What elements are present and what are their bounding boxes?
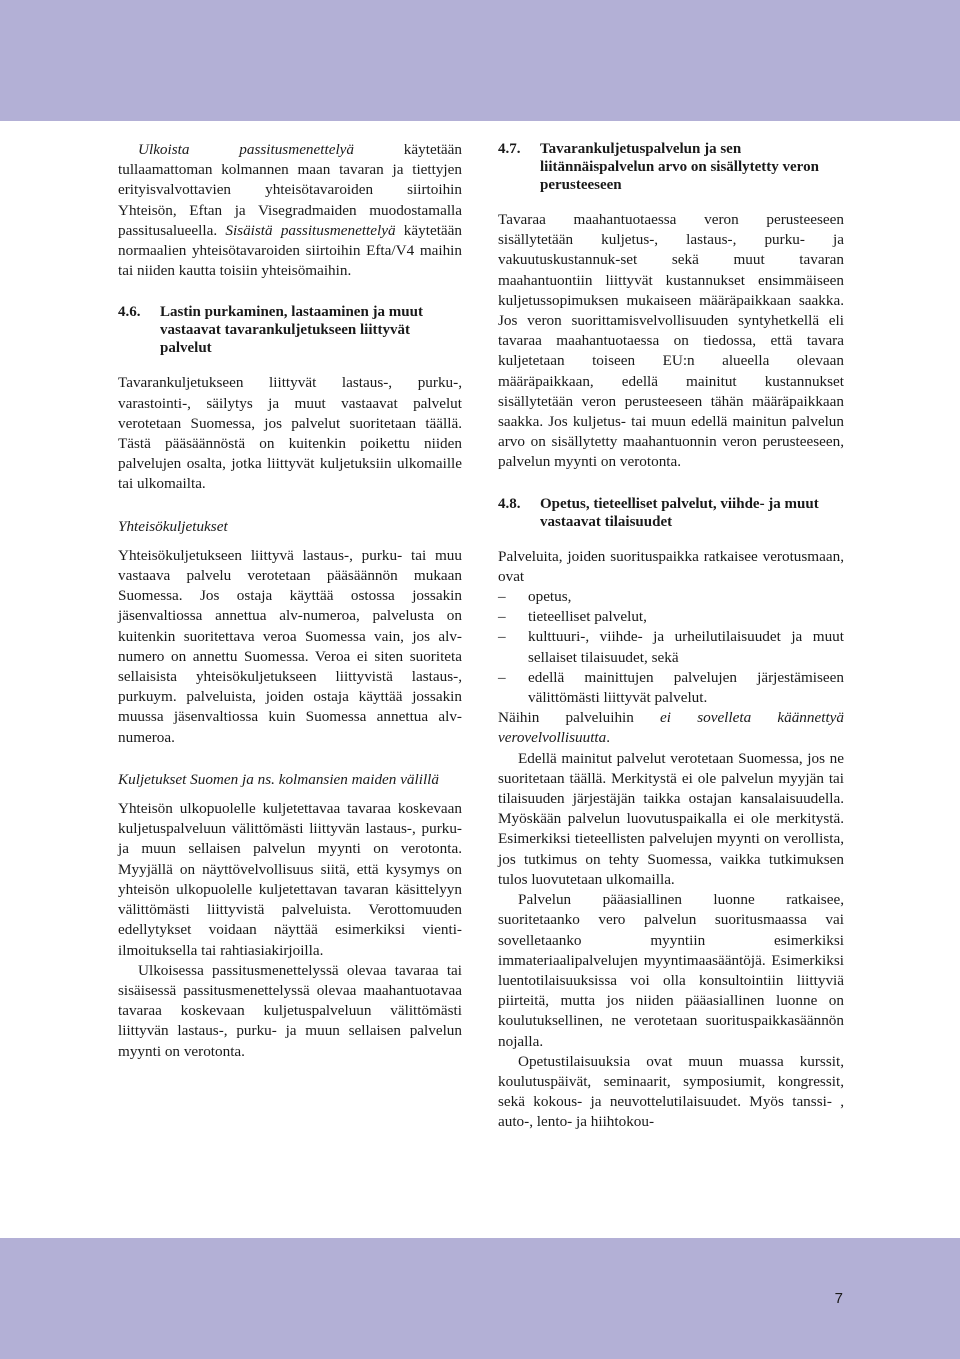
section-4-7-heading: 4.7. Tavarankuljetuspalvelun ja sen liitännäispalvelun arvo on sisällytetty veron perusteeseen xyxy=(498,141,819,193)
term-external-transit: Ulkoista passitusmenettelyä xyxy=(138,141,354,158)
section-4-6-paragraph: Tavarankuljetukseen liittyvät lastaus-, purku-, varastointi-, säilytys ja muut vastaavat palvelut verotetaan Suomessa, jos palvelut suoritetaan täällä. Tästä pääsäännöstä on kuitenkin poikettu niiden palvelujen osalta, jotka liittyvät kuljetuksiin ulkomaille tai ulkomailta. xyxy=(118,374,462,493)
third-country-paragraph-2: Ulkoisessa passitusmenettelyssä olevaa tavaraa tai sisäisessä passitusmenettelyssä olevaa maahantuotavaa tavaraa koskevaan kuljetuspalveluun välittömästi liittyvän lastaus-, purku- ja muun sellaisen palvelun myynti on verotonta. xyxy=(118,961,462,1060)
header-band xyxy=(0,0,960,121)
community-transport-paragraph: Yhteisökuljetukseen liittyvä lastaus-, purku- tai muu vastaava palvelu verotetaan pääsäännön mukaan Suomessa. Jos ostaja käyttää ostossa jossakin jäsenvaltiossa annettua alv-numeroa, palvelusta on kuitenkin suoritettava veroa Suomessa vain, jos alv-numero on annettu Suomessa. Veroa ei siten suoriteta sellaisista yhteisökuljetukseen liittyvistä lastaus-, purkuym. palveluista, joiden ostaja käyttää jossakin muussa jäsenvaltiossa kuin Suomessa annettua alv-numeroa. xyxy=(118,546,462,746)
page-number: 7 xyxy=(834,1290,843,1307)
list-item: – opetus, xyxy=(498,587,844,607)
section-4-6-heading: 4.6. Lastin purkaminen, lastaaminen ja muut vastaavat tavarankuljetukseen liittyvät palvelut xyxy=(118,304,423,357)
subheading-third-country-transport: Kuljetukset Suomen ja ns. kolmansien maiden välillä xyxy=(118,770,439,788)
service-list xyxy=(498,587,844,708)
footer-band xyxy=(0,1238,960,1359)
third-country-paragraph-1: Yhteisön ulkopuolelle kuljetettavaa tavaraa koskevaan kuljetuspalveluun välittömästi liittyvän lastaus-, purku- ja muun sellaisen palvelun myynti on verotonta. Myyjällä on näyttövelvollisuus siitä, että kysymys on yhteisön ulkopuolelle kuljetettavan tavaran käsittelyyn välittömästi liittyvistä palveluista. Verottomuuden edellytykset voidaan näyttää esimerkiksi vienti-ilmoituksella tai rahtiasiakirjoilla. xyxy=(118,800,462,959)
section-4-8-paragraph-4: Palvelun pääasiallinen luonne ratkaisee, suoritetaanko vero palvelun suoritusmaassa vai sovelletaanko myyntiin esimerkiksi immateriaalipalvelujen myyntimaasääntöjä. Esimerkiksi luentotilaisuuksissa voi olla konsultointiin liittyviä piirteitä, mutta jos niiden pääasiallinen luonne on koulutuksellinen, ne verotetaan suorituspaikkasäännön nojalla. xyxy=(498,891,844,1050)
term-internal-transit: Sisäistä passitusmenettelyä xyxy=(225,221,396,239)
list-item: – tieteelliset palvelut, xyxy=(498,607,844,627)
list-item: – kulttuuri-, viihde- ja urheilutilaisuudet ja muut sellaiset tilaisuudet, sekä xyxy=(498,627,844,667)
section-4-8-heading: 4.8. Opetus, tieteelliset palvelut, viihde- ja muut vastaavat tilaisuudet xyxy=(498,495,819,530)
section-4-8-intro: Palveluita, joiden suorituspaikka ratkaisee verotusmaan, ovat xyxy=(498,547,844,585)
left-column xyxy=(118,140,462,1062)
right-column xyxy=(498,140,844,1133)
list-item: – edellä mainittujen palvelujen järjestämiseen välittömästi liittyvät palvelut. xyxy=(498,668,844,708)
subheading-community-transport: Yhteisökuljetukset xyxy=(118,517,228,535)
reverse-charge-note: Näihin palveluihin ei sovelleta käännettyä verovelvollisuutta. xyxy=(498,709,844,747)
section-4-7-paragraph: Tavaraa maahantuotaessa veron perusteeseen sisällytetään kuljetus-, lastaus-, purku- ja vakuutuskustannuk-set sekä muut tavaran maahantuontiin liittyvät kustannukset ensimmäiseen kuljetussopimuksen mukaiseen määräpaikkaan saakka. Jos veron suorittamisvelvollisuuden syntyhetkellä eli tavaraa maahantuotaessa on tiedossa, että tavara kuljetetaan toiseen EU:n alueella olevaan määräpaikkaan, edellä mainitut kustannukset sisällytetään veron perusteeseen tähän määräpaikkaan saakka. Jos kuljetus- tai muun edellä mainitun palvelun arvo on sisällytetty maahantuonnin veron perusteeseen, palvelun myynti on verotonta. xyxy=(498,211,844,471)
section-4-8-paragraph-5: Opetustilaisuuksia ovat muun muassa kurssit, koulutuspäivät, seminaarit, symposiumit, kongressit, sekä kokous- ja neuvottelutilaisuudet. Myös tanssi- , auto-, lento- ja hiihtokou- xyxy=(498,1052,844,1131)
section-4-8-paragraph-3: Edellä mainitut palvelut verotetaan Suomessa, jos ne suoritetaan täällä. Merkitystä ei ole palvelun myyjän tai tilaisuuden järjestäjän taikka ostajan kansalaisuudella. Myöskään palvelun luovutuspaikalla ei ole merkitystä. Esimerkiksi tieteellisten palvelujen myynti on verollista, jos tutkimus on tehty Suomessa, vaikka tutkimuksen tulos luovutetaan ulkomailla. xyxy=(498,749,844,888)
intro-paragraph: Ulkoista passitusmenettelyä käytetään tullaamattoman kolmannen maan tavaran ja tiettyjen erityisvalvottavien yhteisötavaroiden siirtoihin Yhteisön, Eftan ja Visegradmaiden muodostamalla passitusalueella. Sisäistä passitusmenettelyä käytetään normaalien yhteisötavaroiden siirtoihin Efta/V4 maihin tai niiden kautta toisiin yhteisömaihin. xyxy=(118,141,462,280)
